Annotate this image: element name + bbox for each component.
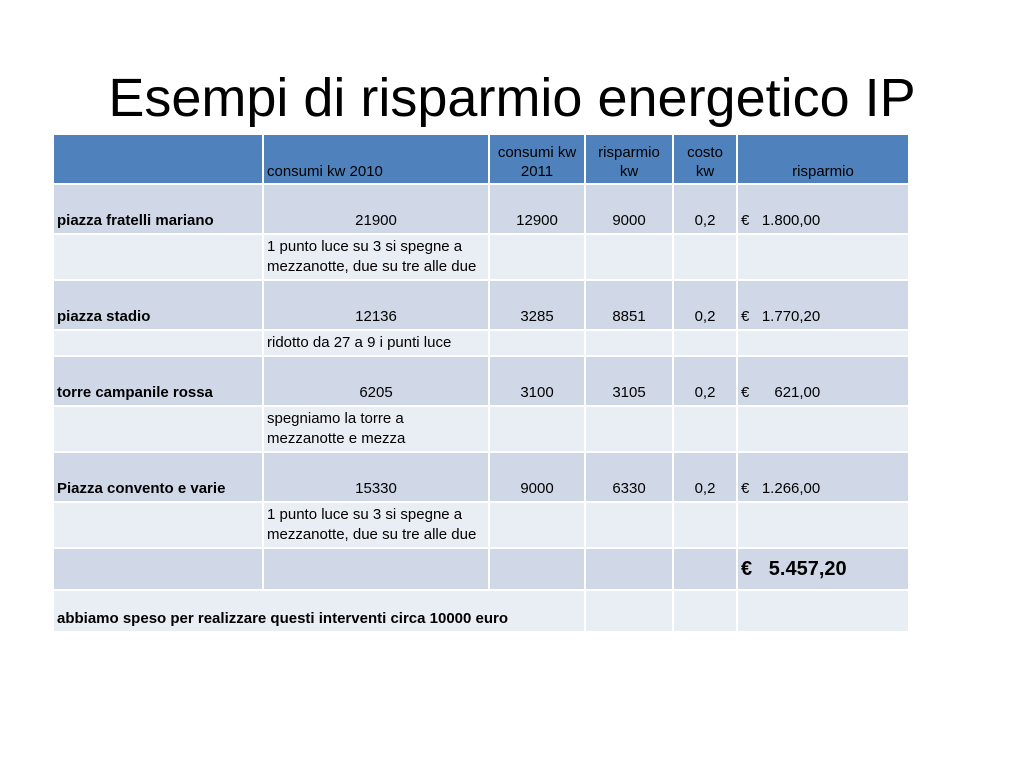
kw-2011-value: 9000: [489, 452, 585, 502]
header-consumi-2011: consumi kw 2011: [489, 134, 585, 184]
empty-cell: [737, 406, 909, 452]
header-risparmio-kw: risparmio kw: [585, 134, 673, 184]
note-text: 1 punto luce su 3 si spegne a mezzanotte, due su tre alle due: [263, 502, 489, 548]
footer-note: abbiamo speso per realizzare questi interventi circa 10000 euro: [53, 590, 585, 632]
empty-cell: [673, 502, 737, 548]
savings-kw-value: 6330: [585, 452, 673, 502]
empty-cell: [489, 502, 585, 548]
table-row: [53, 184, 909, 234]
savings-kw-value: 8851: [585, 280, 673, 330]
kw-2011-value: 3285: [489, 280, 585, 330]
header-costo-kw: costo kw: [673, 134, 737, 184]
empty-cell: [53, 548, 263, 590]
savings-table: [52, 133, 910, 633]
cost-kw-value: 0,2: [673, 280, 737, 330]
empty-cell: [737, 502, 909, 548]
location-label: Piazza convento e varie: [53, 452, 263, 502]
empty-cell: [673, 548, 737, 590]
empty-cell: [585, 502, 673, 548]
kw-2011-value: 3100: [489, 356, 585, 406]
empty-cell: [53, 406, 263, 452]
table-header-row: [53, 134, 909, 184]
kw-2010-value: 12136: [263, 280, 489, 330]
table-note-row: [53, 330, 909, 356]
empty-cell: [737, 234, 909, 280]
empty-cell: [585, 590, 673, 632]
empty-cell: [673, 406, 737, 452]
footer-row: [53, 590, 909, 632]
empty-cell: [489, 330, 585, 356]
location-label: piazza stadio: [53, 280, 263, 330]
kw-2010-value: 6205: [263, 356, 489, 406]
kw-2010-value: 15330: [263, 452, 489, 502]
savings-kw-value: 3105: [585, 356, 673, 406]
cost-kw-value: 0,2: [673, 452, 737, 502]
location-label: piazza fratelli mariano: [53, 184, 263, 234]
empty-cell: [585, 548, 673, 590]
empty-cell: [737, 590, 909, 632]
table-note-row: [53, 234, 909, 280]
empty-cell: [585, 234, 673, 280]
kw-2011-value: 12900: [489, 184, 585, 234]
total-row: [53, 548, 909, 590]
note-text: ridotto da 27 a 9 i punti luce: [263, 330, 489, 356]
table-note-row: [53, 406, 909, 452]
note-text: spegniamo la torre a mezzanotte e mezza: [263, 406, 489, 452]
empty-cell: [737, 330, 909, 356]
header-risparmio: risparmio: [737, 134, 909, 184]
cost-kw-value: 0,2: [673, 184, 737, 234]
savings-value: € 1.770,20: [737, 280, 909, 330]
header-label: [53, 134, 263, 184]
table-row: [53, 280, 909, 330]
table-row: [53, 356, 909, 406]
empty-cell: [489, 406, 585, 452]
kw-2010-value: 21900: [263, 184, 489, 234]
slide-title: Esempi di risparmio energetico IP: [108, 68, 916, 128]
empty-cell: [489, 234, 585, 280]
cost-kw-value: 0,2: [673, 356, 737, 406]
savings-value: € 1.266,00: [737, 452, 909, 502]
savings-value: € 1.800,00: [737, 184, 909, 234]
table-note-row: [53, 502, 909, 548]
savings-kw-value: 9000: [585, 184, 673, 234]
table-row: [53, 452, 909, 502]
note-text: 1 punto luce su 3 si spegne a mezzanotte, due su tre alle due: [263, 234, 489, 280]
empty-cell: [673, 590, 737, 632]
savings-value: € 621,00: [737, 356, 909, 406]
empty-cell: [263, 548, 489, 590]
empty-cell: [53, 502, 263, 548]
empty-cell: [585, 406, 673, 452]
empty-cell: [673, 330, 737, 356]
location-label: torre campanile rossa: [53, 356, 263, 406]
empty-cell: [489, 548, 585, 590]
total-savings-value: € 5.457,20: [737, 548, 909, 590]
empty-cell: [53, 234, 263, 280]
empty-cell: [673, 234, 737, 280]
empty-cell: [585, 330, 673, 356]
empty-cell: [53, 330, 263, 356]
header-consumi-2010: consumi kw 2010: [263, 134, 489, 184]
